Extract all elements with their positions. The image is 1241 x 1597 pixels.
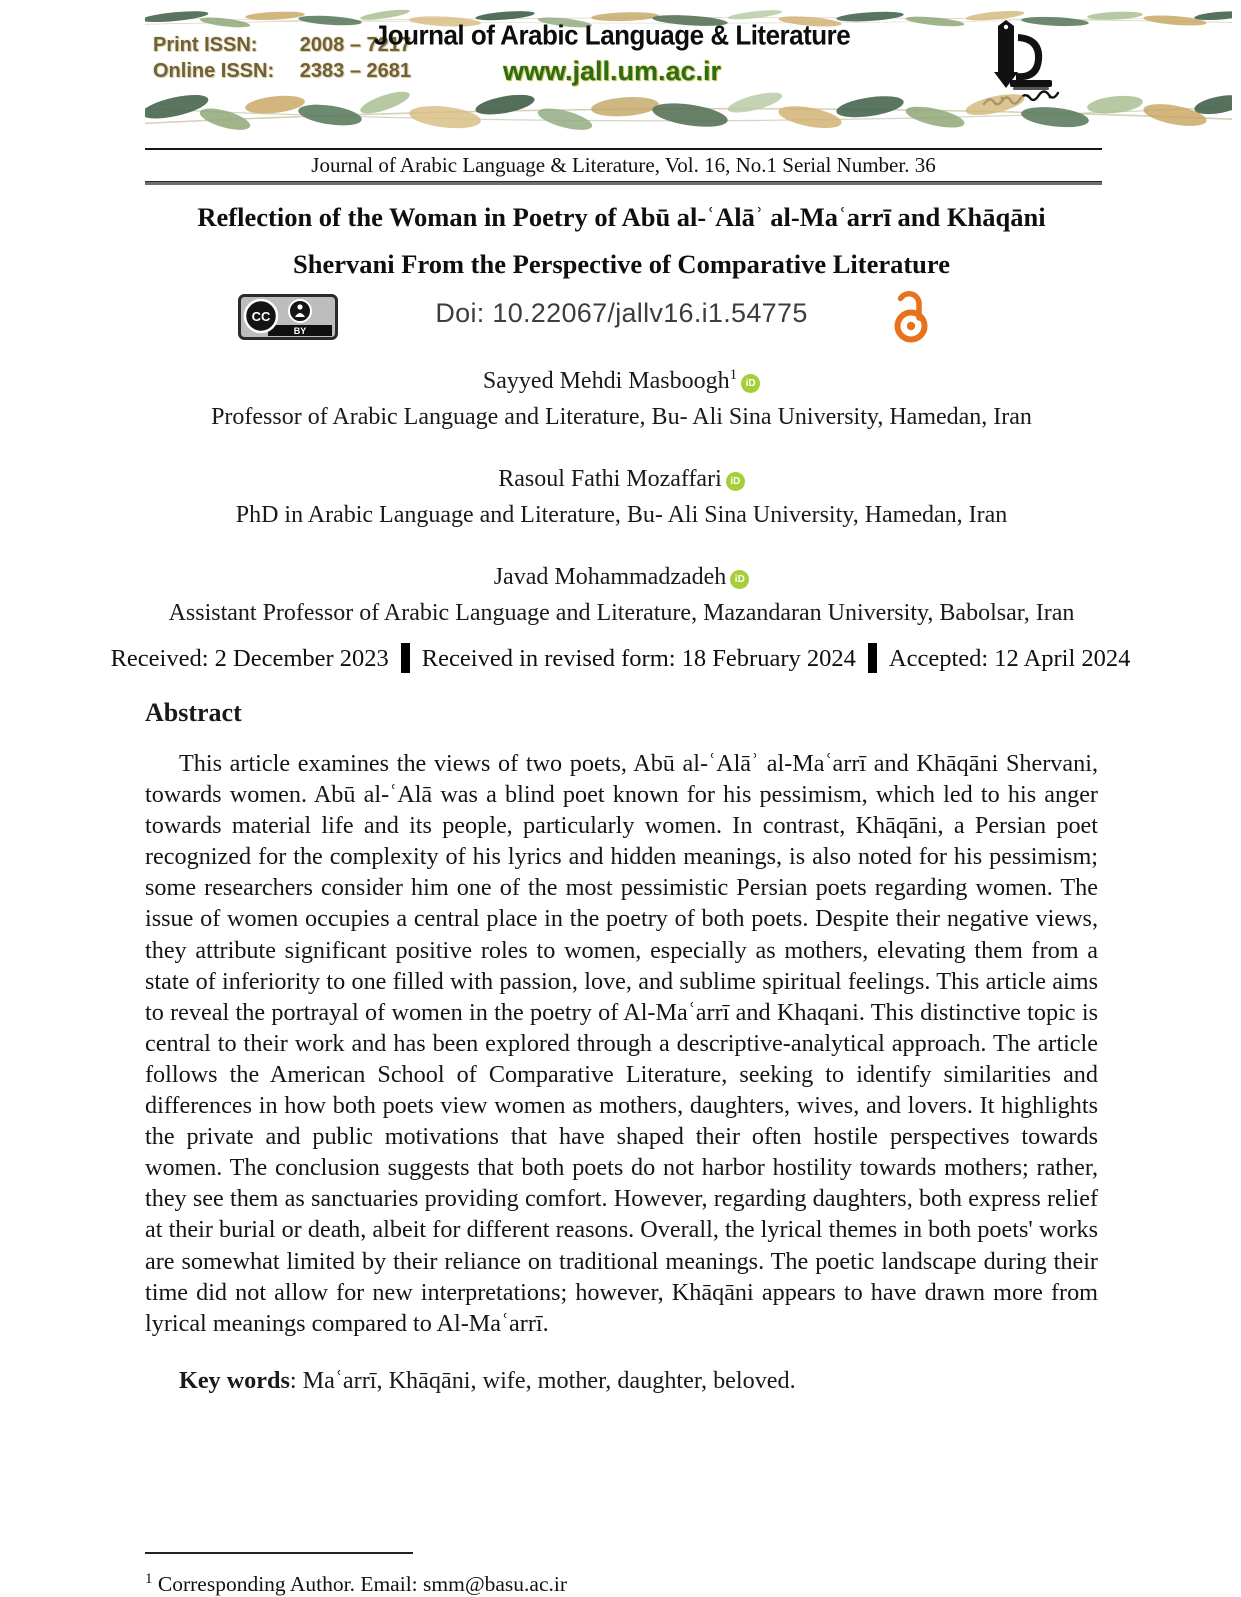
author-name-1 — [145, 360, 1098, 396]
dates-line — [0, 642, 1241, 676]
author-name-3 — [145, 562, 1098, 592]
author-block-1 — [145, 360, 1098, 432]
journal-name-header: Journal of Arabic Language & Literature — [373, 18, 851, 52]
author-affiliation-2: PhD in Arabic Language and Literature, Bu- Ali Sina University, Hamedan, Iran — [235, 502, 1008, 528]
author-affiliation-1: Professor of Arabic Language and Literature, Bu- Ali Sina University, Hamedan, Iran — [211, 404, 1032, 430]
orcid-icon[interactable]: iD — [741, 374, 760, 393]
article-title-line1: Reflection of the Woman in Poetry of Abū al-ʿAlāʾ al-Maʿarrī and Khāqāni — [197, 202, 1046, 232]
keywords-list: : Maʿarrī, Khāqāni, wife, mother, daughter, beloved. — [289, 1366, 796, 1394]
author-name-2 — [145, 464, 1098, 494]
license-row — [145, 288, 1098, 348]
corresponding-author-footnote — [145, 1566, 1098, 1597]
author-name-text: Rasoul Fathi Mozaffari — [498, 466, 722, 492]
keywords-label: Key words — [179, 1366, 290, 1394]
abstract-section — [145, 698, 1098, 1396]
author-footnote-marker: 1 — [729, 367, 738, 383]
online-issn-value: 2383 – 2681 — [299, 60, 411, 82]
author-block-3 — [145, 562, 1098, 628]
footnote-section — [145, 1552, 1098, 1597]
date-separator-bar — [868, 643, 877, 673]
orcid-icon[interactable]: iD — [730, 570, 749, 589]
footnote-marker: 1 — [145, 1571, 153, 1587]
footnote-divider — [145, 1552, 413, 1554]
received-date: Received: 2 December 2023 — [110, 645, 389, 672]
journal-header-banner — [145, 8, 1232, 140]
orcid-icon[interactable]: iD — [726, 472, 745, 491]
footnote-text: Corresponding Author. Email: smm@basu.ac.ir — [152, 1572, 568, 1597]
print-issn-value: 2008 – 7217 — [299, 34, 411, 56]
abstract-heading: Abstract — [145, 698, 242, 727]
revised-date: Received in revised form: 18 February 2024 — [421, 645, 856, 672]
journal-url[interactable]: www.jall.um.ac.ir — [502, 56, 722, 86]
cc-label: CC — [251, 309, 271, 324]
accepted-date: Accepted: 12 April 2024 — [888, 645, 1131, 672]
author-name-text: Sayyed Mehdi Masboogh — [482, 368, 730, 394]
author-name-text: Javad Mohammadzadeh — [493, 564, 727, 590]
print-issn-label: Print ISSN: — [153, 34, 258, 56]
open-access-icon — [890, 288, 930, 349]
author-block-2 — [145, 464, 1098, 530]
online-issn-label: Online ISSN: — [153, 60, 275, 82]
article-title-line2: Shervani From the Perspective of Comparative Literature — [293, 249, 950, 279]
abstract-text: This article examines the views of two poets, Abū al-ʿAlāʾ al-Maʿarrī and Khāqāni Shervani, towards women. Abū al-ʿAlā was a blind poet known for his pessimism, which led to his anger towards material life and its people, particularly women. In contrast, Khāqāni, a Persian poet recognized for the complexity of his lyrics and hidden meanings, is also noted for his pessimism; some researchers consider him one of the most pessimistic Persian poets regarding women. The issue of women occupies a central place in the poetry of both poets. Despite their negative views, they attribute significant positive roles to women, especially as mothers, elevating them from a state of inferiority to one filled with passion, love, and sublime spiritual feelings. This article aims to reveal the portrayal of women in the poetry of Al-Maʿarrī and Khaqani. This distinctive topic is central to their work and has been explored through a descriptive-analytical approach. The article follows the American School of Comparative Literature, seeking to identify similarities and differences in how both poets view women as mothers, daughters, wives, and lovers. It highlights the private and public motivations that have shaped their often hostile perspectives towards women. The conclusion suggests that both poets do not harbor hostility towards mothers; rather, they see them as sanctuaries providing comfort. However, regarding daughters, both express relief at their burial or death, albeit for different reasons. Overall, the lyrical themes in both poets' works are somewhat limited by their reliance on traditional meanings. The poetic landscape during their time did not allow for new interpretations; however, Khāqāni appears to have drawn more from lyrical meanings compared to Al-Maʿarrī. — [145, 750, 1098, 1337]
journal-volume-line: Journal of Arabic Language & Literature, Vol. 16, No.1 Serial Number. 36 — [311, 153, 936, 177]
divider-top — [145, 148, 1102, 150]
divider-bottom — [145, 181, 1102, 185]
author-affiliation-3: Assistant Professor of Arabic Language and Literature, Mazandaran University, Babolsar, Iran — [168, 600, 1075, 626]
cc-by-label: BY — [293, 326, 307, 336]
floral-border-bottom — [145, 88, 1232, 140]
authors-section — [145, 360, 1098, 660]
date-separator-bar — [401, 643, 410, 673]
article-title — [145, 194, 1098, 288]
keywords-line — [145, 1365, 1098, 1396]
doi-text[interactable]: Doi: 10.22067/jallv16.i1.54775 — [435, 298, 808, 328]
